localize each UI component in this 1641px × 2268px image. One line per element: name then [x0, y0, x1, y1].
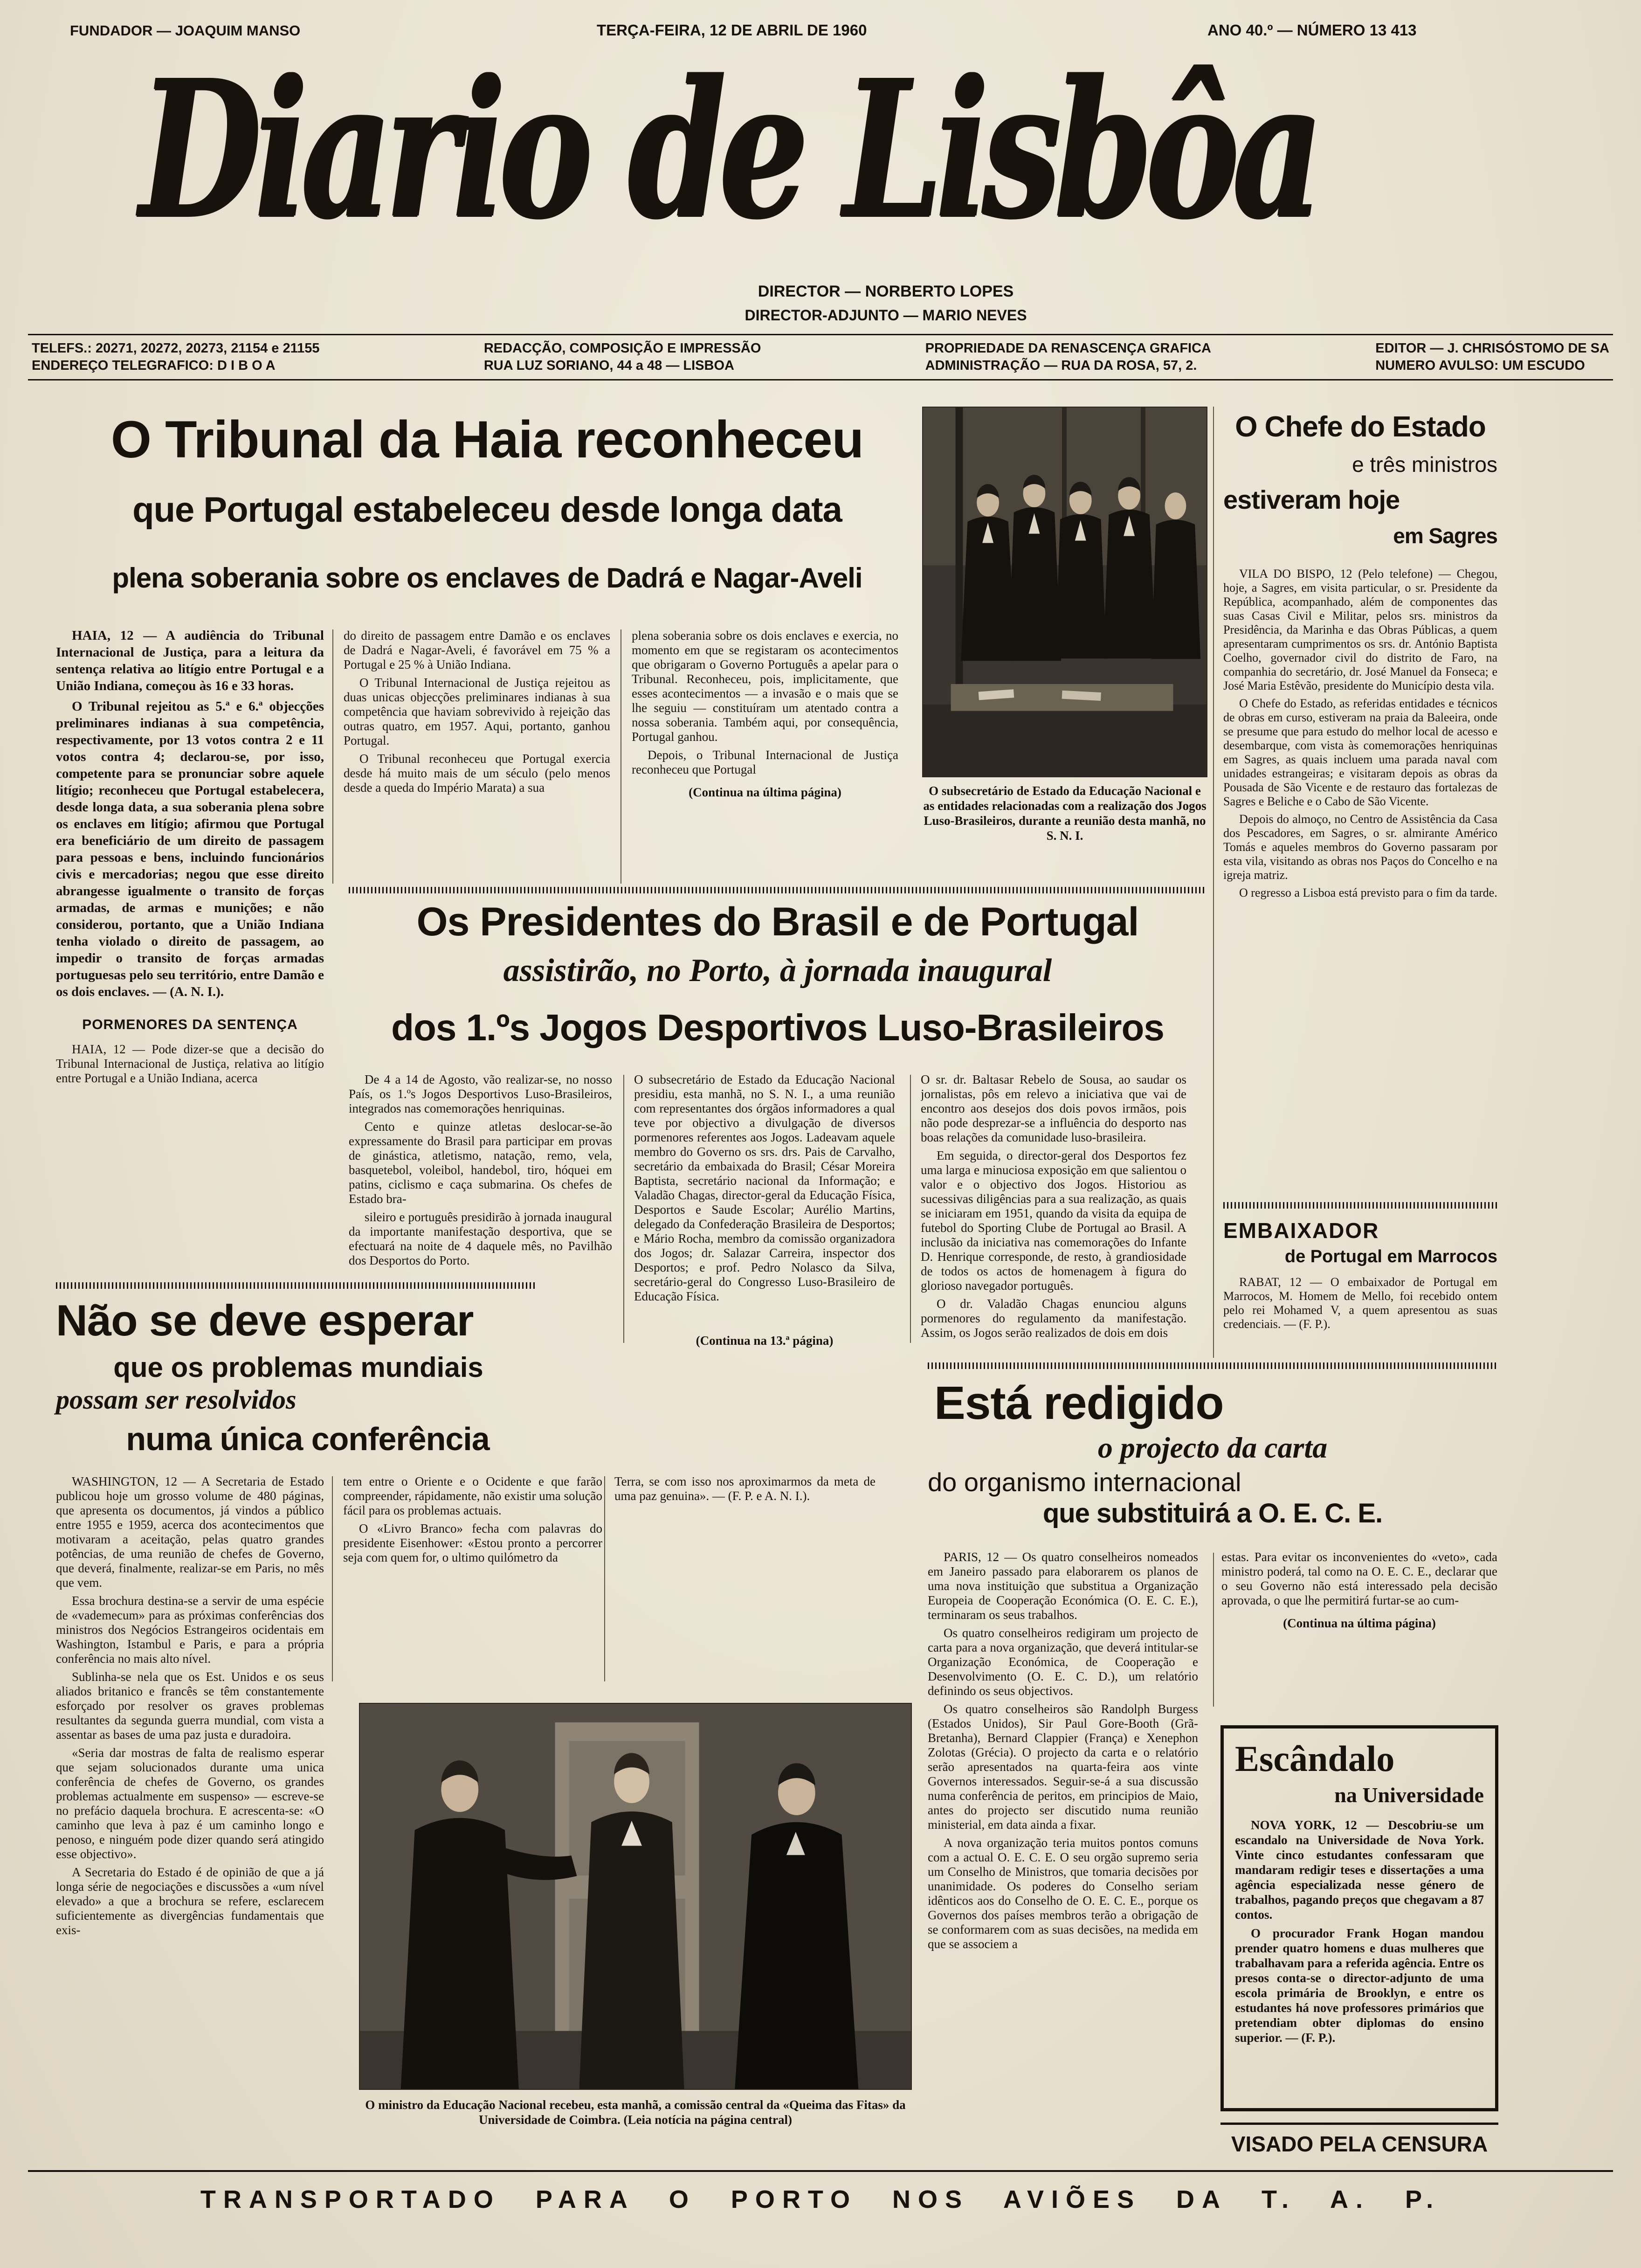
director-line: DIRECTOR — NORBERTO LOPES	[758, 283, 1014, 300]
founder-line: FUNDADOR — JOAQUIM MANSO	[70, 22, 301, 39]
oece-column-2-text: estas. Para evitar os inconvenientes do «veto», cada ministro poderá, tal como na O. E. C. E., declarar que o seu Governo não está interessado pela decisão aprovada, o que lhe permitirá furtar-se ao cum-	[1221, 1550, 1497, 1607]
washington-column-1: WASHINGTON, 12 — A Secretaria de Estado publicou hoje um grosso volume de 480 páginas, que apresenta os documentos, já vindos a público entre 1955 e 1959, acerca dos acontecimentos que motivaram a aceitação, pelas quatro grandes potências, de uma reunião de chefes de Governo, que deverá, finalmente, realizar-se em Paris, no mês que vem. Essa brochura destina-se a servir de uma espécie de «vademecum» para as próximas conferências dos ministros dos Negócios Estrangeiros ocidentais em Washington, Istambul e Paris, e para a própria conferência no mais alto nível. Sublinha-se nela que os Est. Unidos e os seus aliados britanico e francês se têm constantemente esforçado por resolver os graves problemas resultantes da segunda guerra mundial, com vista a assentar as bases de uma paz justa e duradoira. «Seria dar mostras de falta de realismo esperar que sejam solucionados durante uma unica conferência de chefes de Governo, os grandes problemas actualmente em suspenso» — escreve-se no prefácio daquela brochura. E acrescenta-se: «O caminho que leva à paz é um caminho longo e penoso, e ninguém pode dizer quando será atingido esse objectivo». A Secretaria do Estado é de opinião de que a já longa série de negociações e discussões a «um nível elevado» a que a brochura se refere, esclarecem suficientemente as divergências fundamentais que exis-	[56, 1474, 324, 1937]
infobar-telephones: TELEFS.: 20271, 20272, 20273, 21154 e 21155 ENDEREÇO TELEGRAFICO: D I B O A	[32, 341, 320, 373]
section-divider	[56, 1282, 536, 1289]
jogos-column-1: De 4 a 14 de Agosto, vão realizar-se, no nosso País, os 1.ºs Jogos Desportivos Luso-Brasileiros, integrados nas comemorações henriquinas. Cento e quinze atletas deslocar-se-ão expressamente do Brasil para participar em provas de ginástica, atletismo, natação, remo, vela, basquetebol, voleibol, handebol, tiro, hóquei em patins, ciclismo e caça submarina. Os chefes de Estado bra- sileiro e português presidirão à jornada inaugural da importante manifestação desportiva, que se efectuará na noite de 4 daquele mês, no Pavilhão dos Desportos do Porto.	[349, 1072, 612, 1267]
column-rule	[910, 1075, 911, 1343]
banner-rule	[28, 2170, 1613, 2172]
photo-sni-caption: O subsecretário de Estado da Educação Nacional e as entidades relacionadas com a realização dos Jogos Luso-Brasileiros, durante a reunião desta manhã, no S. N. I.	[923, 784, 1207, 843]
sagres-headline-line2: e três ministros	[1352, 452, 1497, 477]
nao-headline-line4: numa única conferência	[126, 1421, 490, 1457]
oece-column-2	[1221, 1550, 1497, 1718]
infobar-redaccao: REDACÇÃO, COMPOSIÇÃO E IMPRESSÃO RUA LUZ SORIANO, 44 a 48 — LISBOA	[483, 341, 761, 373]
nao-headline-line1: Não se deve esperar	[56, 1296, 474, 1345]
masthead-title: Diario de Lisbôa	[138, 38, 1316, 261]
escandalo-subtitle: na Universidade	[1334, 1783, 1484, 1807]
embaixador-body: RABAT, 12 — O embaixador de Portugal em Marrocos, M. Homem de Mello, foi recebido ontem pelo rei Mohamed V, a quem apresentou as suas credenciais. — (F. P.).	[1223, 1275, 1497, 1331]
embaixador-title: EMBAIXADOR	[1223, 1218, 1379, 1243]
column-rule	[332, 1476, 333, 1681]
lead-headline-line2: que Portugal estabeleceu desde longa data	[132, 490, 842, 530]
sentenca-paragraphs: HAIA, 12 — Pode dizer-se que a decisão do Tribunal Internacional de Justiça, relativa ao litígio entre Portugal e a União Indiana, acerca	[56, 1042, 324, 1085]
jogos-headline-line3: dos 1.ºs Jogos Desportivos Luso-Brasileiros	[391, 1007, 1164, 1048]
director-adjunto-line: DIRECTOR-ADJUNTO — MARIO NEVES	[745, 307, 1027, 324]
oece-headline-line1: Está redigido	[934, 1377, 1224, 1429]
oece-continua: (Continua na última página)	[1283, 1616, 1436, 1630]
section-divider	[349, 887, 1207, 893]
jogos-continua: (Continua na 13.ª página)	[696, 1334, 834, 1348]
escandalo-article	[1220, 1725, 1498, 2111]
lead-column-3-text: plena soberania sobre os dois enclaves e exercia, no momento em que se registaram os acontecimentos que obrigaram o Governo Português a apelar para o Tribunal. Reconheceu, pois, implicitamente, que esses acontecimentos — a invasão e o mais que se lhe seguiu — constituíram um atentado contra a nossa soberania. Também aqui, por consequência, Portugal ganhou. Depois, o Tribunal Internacional de Justiça reconheceu que Portugal	[632, 629, 898, 776]
lead-column-1	[56, 627, 324, 1278]
column-rule	[332, 629, 333, 884]
sagres-body: VILA DO BISPO, 12 (Pelo telefone) — Chegou, hoje, a Sagres, em visita particular, o sr. Presidente da República, acompanhado, além de componentes das suas Casas Civil e Militar, pelos srs. ministros da Presidência, da Marinha e das Obras Públicas, a quem apresentaram cumprimentos os srs. dr. António Baptista Coelho, governador civil do distrito de Faro, na companhia do secretário, dr. José Manuel da Fonseca; e José Maria Estêvão, presidente do Município desta vila. O Chefe do Estado, as referidas entidades e técnicos de obras em curso, estiveram na praia da Baleeira, onde se presume que para estudo do melhor local de acesso e desembarque, com vista às comemorações henriquinas em Sagres, as quais incluem uma parada naval com unidades estrangeiras; e visitaram depois as obras da Pousada de São Vicente e de restauro das fortalezas de Sagres e Beliche e o Cabo de São Vicente. Depois do almoço, no Centro de Assistência da Casa dos Pescadores, em Sagres, o sr. almirante Américo Tomás e aqueles membros do Governo passaram por esta vila, visitando as obras nos Paços do Concelho e na igreja matriz. O regresso a Lisboa está previsto para o fim da tarde.	[1223, 567, 1497, 899]
jogos-column-2: O subsecretário de Estado da Educação Nacional presidiu, esta manhã, no S. N. I., a uma reunião com representantes dos órgãos informadores a qual teve por objectivo a divulgação de diversos pormenores referentes aos Jogos. Ladeavam aquele membro do Governo os srs. drs. Pais de Carvalho, secretário da embaixada do Brasil; César Moreira Baptista, secretário nacional da Informação; e Valadão Chagas, director-geral da Educação Física, Desportos e Saude Escolar; Aurélio Martins, delegado da Confederação Brasileira de Desportos; e Mário Rocha, membro da comissão organizadora dos Jogos; dr. Salazar Carreira, inspector dos Desportos; e prof. Pedro Nolasco da Silva, secretário-geral do Congresso Luso-Brasileiro de Educação Física.	[634, 1072, 895, 1303]
tap-banner: TRANSPORTADO PARA O PORTO NOS AVIÕES DA T. A. P.	[200, 2185, 1441, 2213]
oece-headline-line2: o projecto da carta	[1097, 1431, 1328, 1464]
lead-headline-line3: plena soberania sobre os enclaves de Dadrá e Nagar-Aveli	[112, 562, 862, 594]
sagres-headline-line3: estiveram hoje	[1223, 485, 1400, 514]
column-rule	[1213, 1553, 1214, 1707]
sagres-article	[1223, 410, 1497, 1199]
jogos-column-3: O sr. dr. Baltasar Rebelo de Sousa, ao saudar os jornalistas, pôs em relevo a iniciativa que vai de encontro aos desejos dos dois povos irmãos, pois não pode desprezar-se a influência do desporto nas boas relações da comunidade luso-brasileira. Em seguida, o director-geral dos Desportos fez uma larga e minuciosa exposição em que salientou o valor e o objectivo dos Jogos. Historiou as sucessivas diligências para a sua realização, as quais se iniciaram em 1951, quando da visita da equipa de futebol do Sporting Clube de Portugal ao Brasil. A inclusão da iniciativa nas comemorações do Infante D. Henrique corresponde, de resto, à grandiosidade de todos os actos de homenagem à figura do glorioso navegador português. O dr. Valadão Chagas enunciou alguns pormenores do regulamento da manifestação. Assim, os Jogos serão realizados de dois em dois	[921, 1072, 1186, 1340]
sni-meeting-illustration	[923, 408, 1207, 776]
sagres-headline-line4: em Sagres	[1393, 524, 1497, 548]
lead-continua: (Continua na última página)	[689, 785, 841, 799]
date-line: TERÇA-FEIRA, 12 DE ABRIL DE 1960	[597, 21, 867, 39]
infobar-propriedade: PROPRIEDADE DA RENASCENÇA GRAFICA ADMINISTRAÇÃO — RUA DA ROSA, 57, 2.	[925, 341, 1212, 373]
jogos-headline-line1: Os Presidentes do Brasil e de Portugal	[416, 899, 1139, 944]
column-rule	[1213, 407, 1214, 1358]
oece-headline-line3: do organismo internacional	[928, 1467, 1241, 1497]
section-divider	[928, 1362, 1497, 1369]
lead-headline-line1: O Tribunal da Haia reconheceu	[110, 410, 864, 469]
section-divider	[1223, 1202, 1497, 1209]
photo-sni-meeting	[922, 407, 1207, 777]
escandalo-title: Escândalo	[1235, 1738, 1395, 1779]
lead-paragraphs: HAIA, 12 — A audiência do Tribunal Internacional de Justiça, para a leitura da sentença relativa ao litígio entre Portugal e a União Indiana, começou às 16 e 33 horas. O Tribunal rejeitou as 5.ª e 6.ª objecções preliminares indianas à sua competência, respectivamente, por 13 votos contra 2 e 11 votos contra 4; declarou-se, por isso, competente para se pronunciar sobre aquele litígio; reconheceu que Portugal estabelecera, desde longa data, a sua soberania plena sobre os enclaves em litígio; afirmou que Portugal era beneficiário de um direito de passagem para pessoas e bens, incluindo funcionários civis e mercadorias; negou que esse direito abrangesse igualmente o transito de forças armadas, de armas e munições; e não considerou, portanto, que a União Indiana tenha violado o direito de passagem, ao impedir o transito de forças armadas portuguesas pelo seu território, entre Damão e os dois enclaves. — (A. N. I.).	[56, 628, 324, 999]
column-rule	[623, 1075, 624, 1343]
sagres-headline-line1: O Chefe do Estado	[1235, 411, 1486, 443]
washington-column-2: tem entre o Oriente e o Ocidente e que farão compreender, rápidamente, não existir uma solução fácil para os problemas actuais. O «Livro Branco» fecha com palavras do presidente Eisenhower: «Estou pronto a percorrer seja com quem for, o ultimo quilómetro da	[343, 1474, 602, 1564]
censura-stamp: VISADO PELA CENSURA	[1220, 2123, 1498, 2157]
issue-number: ANO 40.º — NÚMERO 13 413	[1207, 21, 1417, 39]
washington-column-3: Terra, se com isso nos aproximarmos da meta de uma paz genuina». — (F. P. e A. N. I.).	[614, 1474, 876, 1503]
photo-queima-fitas	[359, 1703, 912, 2090]
lead-column-3	[632, 629, 898, 884]
queima-fitas-illustration	[360, 1704, 911, 2089]
masthead-info-bar	[28, 334, 1613, 380]
photo-queima-caption: O ministro da Educação Nacional recebeu, esta manhã, a comissão central da «Queima das Fitas» da Universidade de Coimbra. (Leia notícia na página central)	[365, 2098, 906, 2127]
embaixador-article	[1223, 1218, 1497, 1358]
nao-headline-line2: que os problemas mundiais	[113, 1352, 483, 1383]
sentenca-subhead: PORMENORES DA SENTENÇA	[82, 1017, 298, 1032]
oece-column-1: PARIS, 12 — Os quatro conselheiros nomeados em Janeiro passado para elaborarem os planos de uma nova instituição que substitua a Organização Europeia de Cooperação Económica (O. E. C. E.), terminaram os seus trabalhos. Os quatro conselheiros redigiram um projecto de carta para a nova organização, que deverá intitular-se Organização Económica, de Cooperação e Desenvolvimento (O. E. C. D.), um relatório definindo os seus objectivos. Os quatro conselheiros são Randolph Burgess (Estados Unidos), Sir Paul Gore-Booth (Grã-Bretanha), Bernard Clappier (França) e Xenephon Zolotas (Grécia). O projecto da carta e o relatório serão apresentados na quarta-feira aos vinte Governos interessados. Seguir-se-á a sua discussão numa conferência de peritos, em principios de Maio, antes do projecto ser discutido numa reunião ministerial, em data ainda a fixar. A nova organização teria muitos pontos comuns com a actual O. E. C. E. O seu orgão supremo seria um Conselho de Ministros, que tomaria decisões por unanimidade. Os poderes do Conselho seriam idênticos aos do Conselho de O. E. C. E., porque os Governos dos países membros terão a obrigação de se conformarem com as suas decisões, na medida em que se associem a	[928, 1550, 1198, 1951]
oece-headline-line4: que substituirá a O. E. C. E.	[1042, 1498, 1383, 1528]
jogos-headline-line2: assistirão, no Porto, à jornada inaugural	[503, 953, 1052, 989]
escandalo-body: NOVA YORK, 12 — Descobriu-se um escandalo na Universidade de Nova York. Vinte cinco estudantes confessaram que mandaram redigir teses e dissertações a uma agência especializada nesse género de trabalhos, pagando preços que chegavam a 87 contos. O procurador Frank Hogan mandou prender quatro homens e duas mulheres que trabalhavam para a referida agência. Entre os presos conta-se o director-adjunto de uma escola primária de Brooklyn, e entre os estudantes há nove professores primários que pretendiam obter diplomas do ensino superior. — (F. P.).	[1235, 1818, 1484, 2045]
embaixador-subtitle: de Portugal em Marrocos	[1284, 1247, 1497, 1266]
infobar-editor: EDITOR — J. CHRISÓSTOMO DE SA NUMERO AVULSO: UM ESCUDO	[1375, 341, 1609, 373]
column-rule	[604, 1476, 605, 1681]
nao-headline-line3: possam ser resolvidos	[56, 1384, 296, 1415]
lead-column-2: do direito de passagem entre Damão e os enclaves de Dadrá e Nagar-Aveli, é favorável em 75 % a Portugal e 25 % à União Indiana. O Tribunal Internacional de Justiça rejeitou as duas unicas objecções preliminares indianas à sua competência que haviam sobrevivido à rejeição das outras quatro, em 1957. Aqui, portanto, ganhou Portugal. O Tribunal reconheceu que Portugal exercia desde há muito mais de um século (pelo menos desde a queda do Império Marata) a sua	[344, 629, 610, 795]
